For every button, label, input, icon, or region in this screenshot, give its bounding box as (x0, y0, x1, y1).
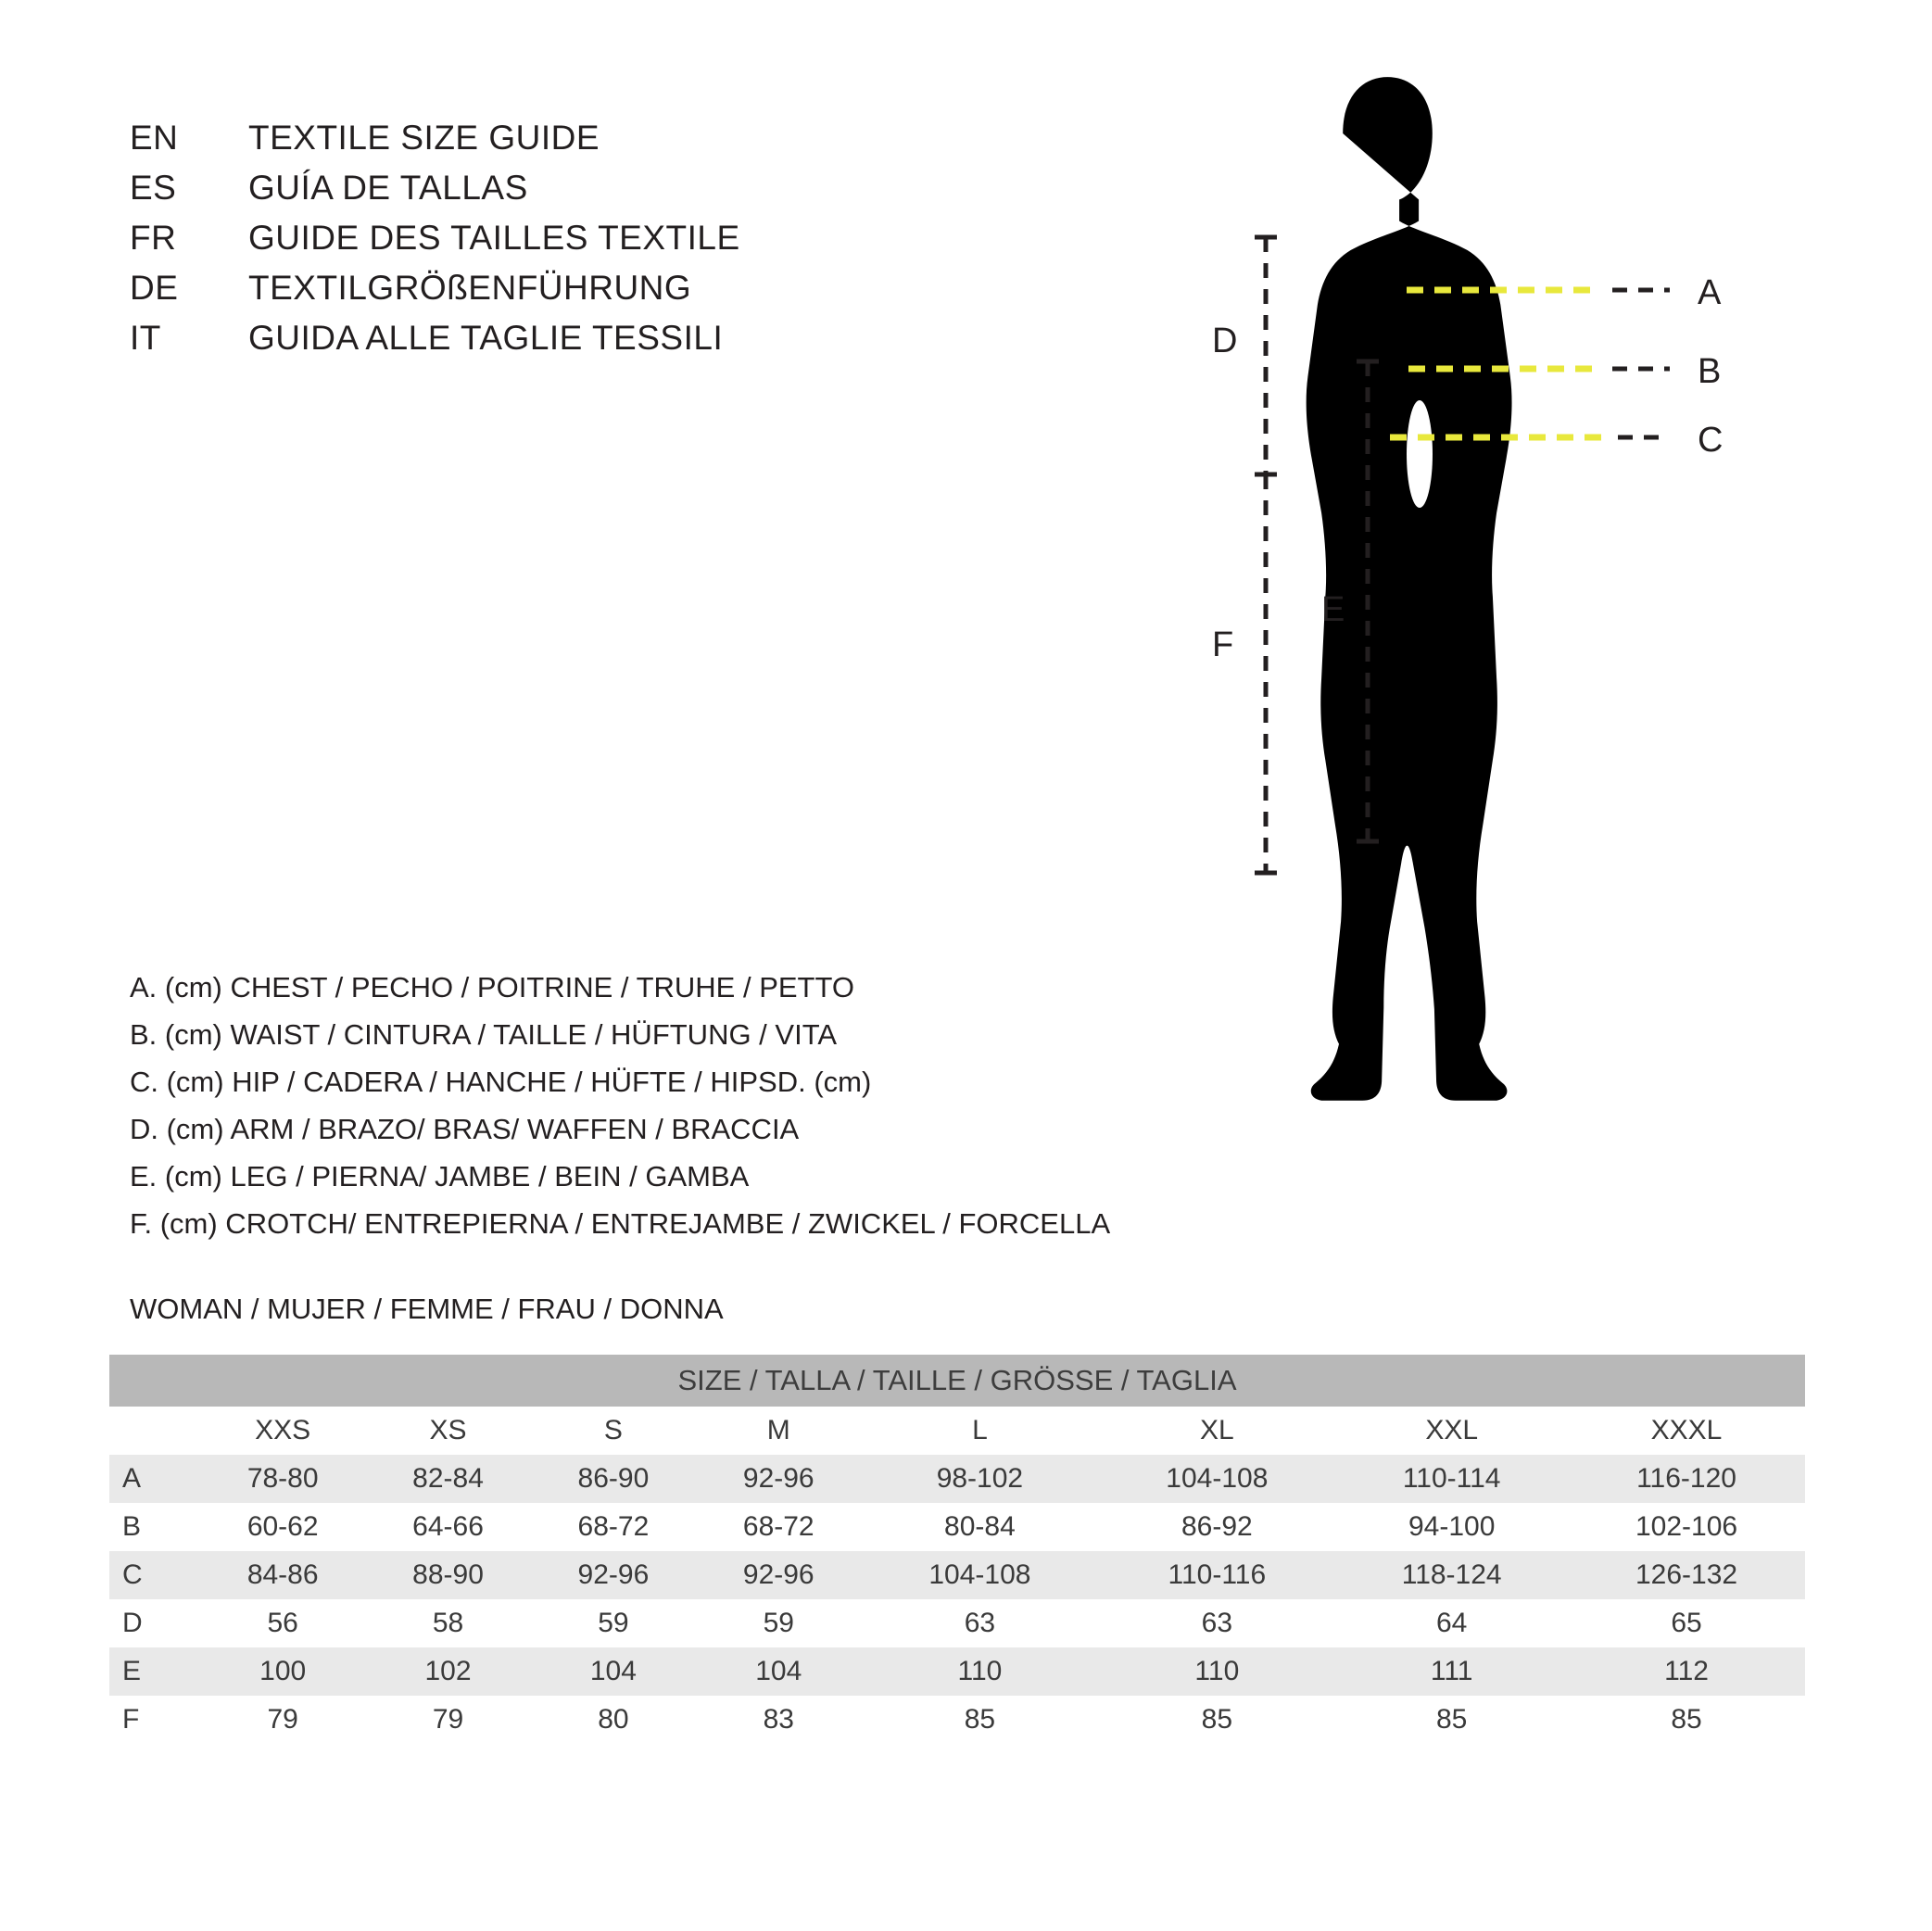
title-lang-it: IT (130, 319, 161, 357)
table-cell: 92-96 (531, 1551, 696, 1599)
table-corner-cell (109, 1407, 200, 1455)
title-text-es: GUÍA DE TALLAS (248, 169, 528, 207)
legend-item-b: B. (cm) WAIST / CINTURA / TAILLE / HÜFTUNG / VITA (130, 1018, 838, 1051)
table-cell: 85 (1568, 1696, 1805, 1744)
bracket-label-f: F (1212, 625, 1234, 664)
table-cell: 59 (531, 1599, 696, 1647)
table-band-header-label: SIZE / TALLA / TAILLE / GRÖSSE / TAGLIA (677, 1364, 1237, 1396)
table-cell: 78-80 (200, 1455, 365, 1503)
table-row-label: D (109, 1599, 200, 1647)
bracket-f (1255, 474, 1277, 873)
table-cell: 88-90 (365, 1551, 530, 1599)
table-cell: 100 (200, 1647, 365, 1696)
table-cell: 110 (861, 1647, 1098, 1696)
table-row (109, 1551, 1805, 1599)
table-cell: 116-120 (1568, 1455, 1805, 1503)
table-cell: 65 (1568, 1599, 1805, 1647)
table-cell: 104-108 (1098, 1455, 1335, 1503)
size-table (109, 1355, 1805, 1744)
table-col-m: M (696, 1407, 861, 1455)
title-lang-en: EN (130, 119, 179, 157)
table-cell: 85 (861, 1696, 1098, 1744)
table-cell: 84-86 (200, 1551, 365, 1599)
table-cell: 110-116 (1098, 1551, 1335, 1599)
table-cell: 60-62 (200, 1503, 365, 1551)
table-cell: 112 (1568, 1647, 1805, 1696)
title-lang-es: ES (130, 169, 177, 207)
measurement-figure (1093, 56, 1835, 1186)
table-cell: 64-66 (365, 1503, 530, 1551)
table-cell: 86-90 (531, 1455, 696, 1503)
title-lang-fr: FR (130, 219, 177, 257)
bracket-label-e: E (1321, 590, 1345, 629)
table-cell: 98-102 (861, 1455, 1098, 1503)
table-cell: 92-96 (696, 1455, 861, 1503)
table-col-xxl: XXL (1335, 1407, 1568, 1455)
title-text-it: GUIDA ALLE TAGLIE TESSILI (248, 319, 724, 357)
table-cell: 111 (1335, 1647, 1568, 1696)
legend-item-c: C. (cm) HIP / CADERA / HANCHE / HÜFTE / HIPSD. (cm) (130, 1066, 872, 1098)
legend-item-f: F. (cm) CROTCH/ ENTREPIERNA / ENTREJAMBE / ZWICKEL / FORCELLA (130, 1207, 1111, 1240)
table-cell: 92-96 (696, 1551, 861, 1599)
table-cell: 126-132 (1568, 1551, 1805, 1599)
bracket-label-d: D (1212, 322, 1238, 360)
table-row-label: B (109, 1503, 200, 1551)
table-cell: 79 (365, 1696, 530, 1744)
table-cell: 104 (531, 1647, 696, 1696)
table-cell: 85 (1098, 1696, 1335, 1744)
title-lang-de: DE (130, 269, 179, 307)
table-cell: 64 (1335, 1599, 1568, 1647)
legend-item-e: E. (cm) LEG / PIERNA/ JAMBE / BEIN / GAMBA (130, 1160, 750, 1193)
table-row-label: F (109, 1696, 200, 1744)
title-text-de: TEXTILGRÖßENFÜHRUNG (248, 269, 692, 307)
table-row (109, 1696, 1805, 1744)
table-col-xs: XS (365, 1407, 530, 1455)
title-block (130, 119, 964, 369)
table-cell: 104-108 (861, 1551, 1098, 1599)
table-cell: 68-72 (696, 1503, 861, 1551)
table-row (109, 1503, 1805, 1551)
table-cell: 63 (861, 1599, 1098, 1647)
table-col-xl: XL (1098, 1407, 1335, 1455)
marker-label-a: A (1698, 273, 1722, 312)
title-row (130, 319, 964, 369)
table-cell: 94-100 (1335, 1503, 1568, 1551)
marker-label-c: C (1698, 421, 1724, 460)
table-cell: 110-114 (1335, 1455, 1568, 1503)
table-cell: 83 (696, 1696, 861, 1744)
legend-item-d: D. (cm) ARM / BRAZO/ BRAS/ WAFFEN / BRACCIA (130, 1113, 800, 1145)
table-cell: 68-72 (531, 1503, 696, 1551)
table-cell: 80 (531, 1696, 696, 1744)
table-cell: 104 (696, 1647, 861, 1696)
table-cell: 59 (696, 1599, 861, 1647)
table-cell: 56 (200, 1599, 365, 1647)
table-row (109, 1455, 1805, 1503)
marker-label-b: B (1698, 352, 1722, 391)
table-cell: 102 (365, 1647, 530, 1696)
table-row-label: A (109, 1455, 200, 1503)
title-row (130, 119, 964, 169)
table-col-xxxl: XXXL (1568, 1407, 1805, 1455)
title-row (130, 169, 964, 219)
table-cell: 82-84 (365, 1455, 530, 1503)
table-column-header-row (109, 1407, 1805, 1455)
table-cell: 118-124 (1335, 1551, 1568, 1599)
title-text-en: TEXTILE SIZE GUIDE (248, 119, 600, 157)
table-cell: 110 (1098, 1647, 1335, 1696)
table-cell: 102-106 (1568, 1503, 1805, 1551)
table-col-l: L (861, 1407, 1098, 1455)
table-band-header (109, 1355, 1805, 1407)
table-cell: 79 (200, 1696, 365, 1744)
bracket-d (1255, 237, 1277, 474)
table-col-s: S (531, 1407, 696, 1455)
legend-block (130, 964, 1195, 1247)
table-row-label: C (109, 1551, 200, 1599)
table-cell: 63 (1098, 1599, 1335, 1647)
table-cell: 85 (1335, 1696, 1568, 1744)
table-cell: 80-84 (861, 1503, 1098, 1551)
legend-item-a: A. (cm) CHEST / PECHO / POITRINE / TRUHE / PETTO (130, 971, 854, 1003)
title-row (130, 219, 964, 269)
title-row (130, 269, 964, 319)
title-text-fr: GUIDE DES TAILLES TEXTILE (248, 219, 740, 257)
table-row (109, 1599, 1805, 1647)
table-row (109, 1647, 1805, 1696)
table-cell: 58 (365, 1599, 530, 1647)
gender-caption: WOMAN / MUJER / FEMME / FRAU / DONNA (130, 1293, 724, 1325)
table-cell: 86-92 (1098, 1503, 1335, 1551)
table-col-xxs: XXS (200, 1407, 365, 1455)
table-row-label: E (109, 1647, 200, 1696)
woman-silhouette (1093, 56, 1605, 1101)
